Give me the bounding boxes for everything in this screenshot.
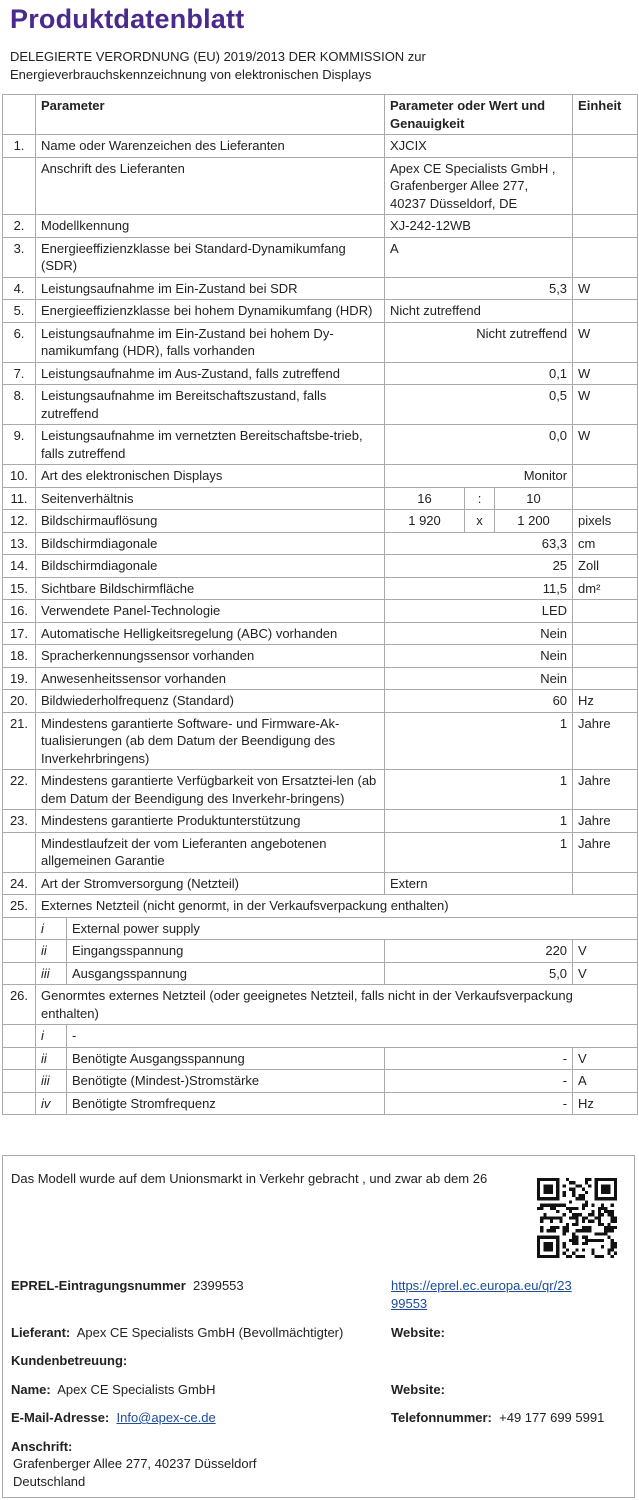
table-row [3, 1025, 638, 1048]
address-line-1: Grafenberger Allee 277, 40237 Düsseldorf [13, 1456, 257, 1471]
unit-cell [573, 872, 638, 895]
table-row [3, 322, 638, 362]
sub-parameter: Benötigte (Mindest-)Stromstärke [67, 1070, 385, 1093]
sub-value: 220 [385, 940, 573, 963]
table-row [3, 962, 638, 985]
parameter-cell: Mindestens garantierte Verfügbarkeit von Ersatztei-len (ab dem Datum der Beendigung des Inverkehr-bringens) [36, 770, 385, 810]
parameter-cell: Bildwiederholfrequenz (Standard) [36, 690, 385, 713]
unit-cell: Jahre [573, 832, 638, 872]
phone-line [391, 1409, 604, 1427]
parameter-cell: Seitenverhältnis [36, 487, 385, 510]
sub-index: iii [36, 962, 67, 985]
parameter-cell: Anschrift des Lieferanten [36, 157, 385, 215]
value-cell: 1 [385, 712, 573, 770]
unit-cell: Jahre [573, 770, 638, 810]
eprel-link[interactable] [391, 1277, 631, 1313]
value-cell: 0,0 [385, 425, 573, 465]
email-label: E-Mail-Adresse: [11, 1410, 110, 1425]
unit-cell: dm² [573, 577, 638, 600]
row-number [3, 1092, 36, 1115]
row-number: 21. [3, 712, 36, 770]
row-number [3, 832, 36, 872]
row-number: 24. [3, 872, 36, 895]
eprel-value: 2399553 [193, 1278, 244, 1293]
row-number: 14. [3, 555, 36, 578]
table-row [3, 425, 638, 465]
unit-cell: W [573, 385, 638, 425]
subtitle-line-1: DELEGIERTE VERORDNUNG (EU) 2019/2013 DER KOMMISSION zur [10, 49, 426, 64]
value-cell: XJ-242-12WB [385, 215, 573, 238]
address-block [13, 1455, 257, 1491]
table-row [3, 770, 638, 810]
row-number: 5. [3, 300, 36, 323]
subtitle-line-2: Energieverbrauchskennzeichnung von elektronischen Displays [10, 67, 372, 82]
unit-cell [573, 237, 638, 277]
unit-cell [573, 215, 638, 238]
page-title: Produktdatenblatt [10, 4, 245, 34]
table-row [3, 810, 638, 833]
unit-cell: W [573, 362, 638, 385]
sub-index: i [36, 1025, 67, 1048]
row-number: 10. [3, 465, 36, 488]
website-label-1: Website: [391, 1325, 445, 1340]
unit-cell: cm [573, 532, 638, 555]
parameter-cell: Bildschirmdiagonale [36, 532, 385, 555]
row-number: 3. [3, 237, 36, 277]
parameter-cell: Mindestens garantierte Software- und Firmware-Ak-tualisierungen (ab dem Datum der Beendigung des Inverkehrbringens) [36, 712, 385, 770]
table-row [3, 690, 638, 713]
parameter-cell: Modellkennung [36, 215, 385, 238]
value-cell: 1 [385, 770, 573, 810]
parameter-cell: Leistungsaufnahme im Ein-Zustand bei SDR [36, 277, 385, 300]
table-row [3, 157, 638, 215]
row-number [3, 157, 36, 215]
sub-index: iii [36, 1070, 67, 1093]
parameter-cell: Anwesenheitssensor vorhanden [36, 667, 385, 690]
sub-index: i [36, 917, 67, 940]
regulation-subtitle [10, 48, 630, 84]
sub-parameter: Ausgangsspannung [67, 962, 385, 985]
value-separator: : [465, 487, 495, 510]
value-cell: 1 [385, 810, 573, 833]
unit-cell [573, 487, 638, 510]
row-number: 20. [3, 690, 36, 713]
table-row [3, 1047, 638, 1070]
supplier-line [11, 1324, 343, 1342]
value-part-2: 1 200 [495, 510, 573, 533]
row-number: 26. [3, 985, 36, 1025]
table-row [3, 487, 638, 510]
phone-value: +49 177 699 5991 [499, 1410, 605, 1425]
name-label: Name: [11, 1382, 51, 1397]
row-number: 19. [3, 667, 36, 690]
value-cell: XJCIX [385, 135, 573, 158]
row-number: 7. [3, 362, 36, 385]
phone-label: Telefonnummer: [391, 1410, 492, 1425]
sub-value: - [385, 1070, 573, 1093]
row-number: 18. [3, 645, 36, 668]
supplier-info-box [2, 1155, 635, 1498]
value-cell: 25 [385, 555, 573, 578]
header-parameter: Parameter [36, 95, 385, 135]
value-cell: 63,3 [385, 532, 573, 555]
row-number: 23. [3, 810, 36, 833]
row-number: 16. [3, 600, 36, 623]
sub-index: ii [36, 940, 67, 963]
sub-unit: V [573, 962, 638, 985]
table-row [3, 135, 638, 158]
sub-parameter: Benötigte Ausgangsspannung [67, 1047, 385, 1070]
website-label-2: Website: [391, 1382, 445, 1397]
sub-index: ii [36, 1047, 67, 1070]
table-row [3, 237, 638, 277]
parameter-cell: Leistungsaufnahme im Bereitschaftszustand, falls zutreffend [36, 385, 385, 425]
product-data-table [2, 94, 638, 1115]
unit-cell: W [573, 425, 638, 465]
table-row [3, 622, 638, 645]
sub-value: 5,0 [385, 962, 573, 985]
row-number: 25. [3, 895, 36, 918]
customer-service-label: Kundenbetreuung: [11, 1353, 128, 1368]
table-row [3, 832, 638, 872]
table-row [3, 465, 638, 488]
sub-parameter: - [67, 1025, 638, 1048]
unit-cell: W [573, 277, 638, 300]
table-header-row [3, 95, 638, 135]
sub-parameter: External power supply [67, 917, 638, 940]
qr-code-icon[interactable] [537, 1178, 617, 1258]
unit-cell: Hz [573, 690, 638, 713]
table-row [3, 1092, 638, 1115]
table-row [3, 667, 638, 690]
value-part-1: 16 [385, 487, 465, 510]
table-row [3, 895, 638, 918]
eprel-link-line-1[interactable]: https://eprel.ec.europa.eu/qr/23 [391, 1278, 572, 1293]
table-row [3, 277, 638, 300]
value-part-1: 1 920 [385, 510, 465, 533]
unit-cell [573, 135, 638, 158]
row-number: 15. [3, 577, 36, 600]
parameter-cell: Bildschirmdiagonale [36, 555, 385, 578]
table-row [3, 300, 638, 323]
sub-value: - [385, 1047, 573, 1070]
parameter-cell: Sichtbare Bildschirmfläche [36, 577, 385, 600]
table-row [3, 555, 638, 578]
contact-name-line [11, 1381, 216, 1399]
value-cell: 0,5 [385, 385, 573, 425]
parameter-cell: Leistungsaufnahme im Aus-Zustand, falls zutreffend [36, 362, 385, 385]
eprel-label: EPREL-Eintragungsnummer [11, 1278, 186, 1293]
value-part-2: 10 [495, 487, 573, 510]
unit-cell [573, 300, 638, 323]
address-label: Anschrift: [11, 1439, 73, 1454]
row-number [3, 940, 36, 963]
row-number: 1. [3, 135, 36, 158]
table-row [3, 1070, 638, 1093]
unit-cell [573, 600, 638, 623]
value-cell: Apex CE Specialists GmbH , Grafenberger Allee 277, 40237 Düsseldorf, DE [385, 157, 573, 215]
value-cell: 0,1 [385, 362, 573, 385]
row-number [3, 1047, 36, 1070]
name-value: Apex CE Specialists GmbH [57, 1382, 216, 1397]
value-cell: Nein [385, 645, 573, 668]
row-number: 22. [3, 770, 36, 810]
unit-cell: Jahre [573, 712, 638, 770]
unit-cell [573, 667, 638, 690]
section-parameter: Genormtes externes Netzteil (oder geeignetes Netzteil, falls nicht in der Verkaufsverpackung enthalten) [36, 985, 638, 1025]
row-number: 13. [3, 532, 36, 555]
table-row [3, 577, 638, 600]
parameter-cell: Leistungsaufnahme im vernetzten Bereitschaftsbe-trieb, falls zutreffend [36, 425, 385, 465]
unit-cell [573, 465, 638, 488]
sub-index: iv [36, 1092, 67, 1115]
table-row [3, 985, 638, 1025]
value-cell: Nein [385, 667, 573, 690]
eprel-number [11, 1277, 244, 1295]
table-row [3, 940, 638, 963]
parameter-cell: Mindestens garantierte Produktunterstützung [36, 810, 385, 833]
sub-unit: V [573, 1047, 638, 1070]
parameter-cell: Bildschirmauflösung [36, 510, 385, 533]
value-cell: Nein [385, 622, 573, 645]
table-row [3, 362, 638, 385]
table-row [3, 872, 638, 895]
section-parameter: Externes Netzteil (nicht genormt, in der Verkaufsverpackung enthalten) [36, 895, 638, 918]
parameter-cell: Name oder Warenzeichen des Lieferanten [36, 135, 385, 158]
row-number: 9. [3, 425, 36, 465]
table-row [3, 600, 638, 623]
parameter-cell: Leistungsaufnahme im Ein-Zustand bei hohem Dy-namikumfang (HDR), falls vorhanden [36, 322, 385, 362]
row-number: 8. [3, 385, 36, 425]
row-number [3, 962, 36, 985]
unit-cell: W [573, 322, 638, 362]
unit-cell: pixels [573, 510, 638, 533]
eprel-link-line-2[interactable]: 99553 [391, 1296, 428, 1311]
sub-unit: V [573, 940, 638, 963]
supplier-label: Lieferant: [11, 1325, 71, 1340]
value-cell: Extern [385, 872, 573, 895]
value-cell: 11,5 [385, 577, 573, 600]
table-row [3, 712, 638, 770]
sub-parameter: Eingangsspannung [67, 940, 385, 963]
unit-cell [573, 622, 638, 645]
value-cell: 60 [385, 690, 573, 713]
sub-value: - [385, 1092, 573, 1115]
value-separator: x [465, 510, 495, 533]
row-number: 12. [3, 510, 36, 533]
parameter-cell: Mindestlaufzeit der vom Lieferanten angebotenen allgemeinen Garantie [36, 832, 385, 872]
unit-cell [573, 645, 638, 668]
sub-unit: Hz [573, 1092, 638, 1115]
parameter-cell: Verwendete Panel-Technologie [36, 600, 385, 623]
header-num-cell [3, 95, 36, 135]
row-number: 2. [3, 215, 36, 238]
header-unit: Einheit [573, 95, 638, 135]
parameter-cell: Spracherkennungssensor vorhanden [36, 645, 385, 668]
row-number: 11. [3, 487, 36, 510]
value-cell: Nicht zutreffend [385, 300, 573, 323]
value-cell: LED [385, 600, 573, 623]
table-row [3, 645, 638, 668]
parameter-cell: Art des elektronischen Displays [36, 465, 385, 488]
sub-unit: A [573, 1070, 638, 1093]
row-number: 17. [3, 622, 36, 645]
row-number [3, 917, 36, 940]
email-line [11, 1409, 216, 1427]
sub-parameter: Benötigte Stromfrequenz [67, 1092, 385, 1115]
table-row [3, 385, 638, 425]
header-value: Parameter oder Wert und Genauigkeit [385, 95, 573, 135]
row-number: 6. [3, 322, 36, 362]
value-cell: Nicht zutreffend [385, 322, 573, 362]
parameter-cell: Art der Stromversorgung (Netzteil) [36, 872, 385, 895]
table-row [3, 510, 638, 533]
parameter-cell: Energieeffizienzklasse bei hohem Dynamikumfang (HDR) [36, 300, 385, 323]
supplier-value: Apex CE Specialists GmbH (Bevollmächtigter) [76, 1325, 344, 1340]
unit-cell [573, 157, 638, 215]
row-number: 4. [3, 277, 36, 300]
value-cell: Monitor [385, 465, 573, 488]
value-cell: 1 [385, 832, 573, 872]
unit-cell: Jahre [573, 810, 638, 833]
row-number [3, 1070, 36, 1093]
email-link[interactable]: Info@apex-ce.de [116, 1410, 216, 1425]
parameter-cell: Energieeffizienzklasse bei Standard-Dynamikumfang (SDR) [36, 237, 385, 277]
parameter-cell: Automatische Helligkeitsregelung (ABC) vorhanden [36, 622, 385, 645]
address-line-2: Deutschland [13, 1474, 86, 1489]
table-row [3, 532, 638, 555]
unit-cell: Zoll [573, 555, 638, 578]
table-row [3, 215, 638, 238]
value-cell: A [385, 237, 573, 277]
row-number [3, 1025, 36, 1048]
table-row [3, 917, 638, 940]
market-date-text: Das Modell wurde auf dem Unionsmarkt in Verkehr gebracht , und zwar ab dem 26 [11, 1171, 488, 1186]
value-cell: 5,3 [385, 277, 573, 300]
